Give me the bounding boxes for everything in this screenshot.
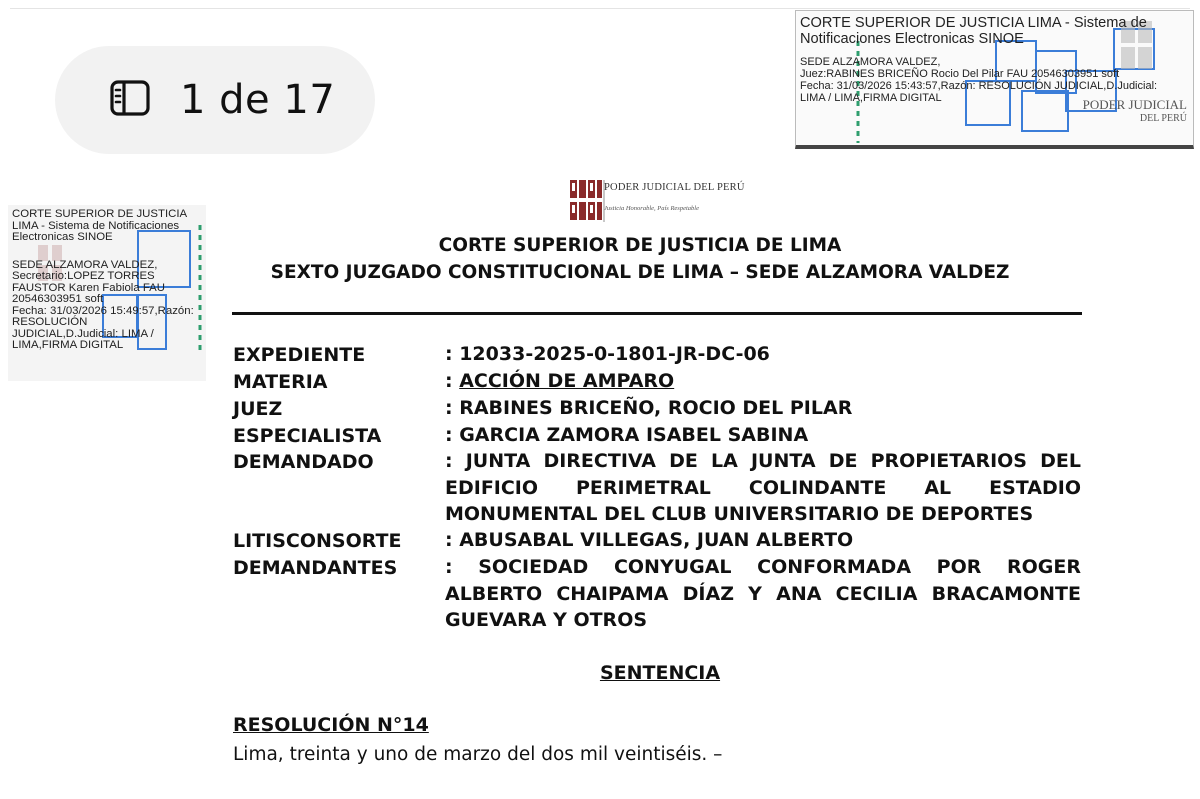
stamp-line: CORTE SUPERIOR DE JUSTICIA LIMA - Sistema de bbox=[800, 15, 1147, 31]
stamp-line: CORTE SUPERIOR DE JUSTICIA bbox=[12, 208, 188, 220]
materia-prefix: : bbox=[445, 370, 460, 392]
value-materia bbox=[445, 368, 1081, 395]
stamp-line: LIMA,FIRMA DIGITAL bbox=[12, 339, 124, 351]
stamp-line: Fecha: 31/03/2026 15:49:57,Razón: bbox=[12, 304, 194, 317]
seal-text-2: DEL PERÚ bbox=[1139, 113, 1187, 124]
court-title: CORTE SUPERIOR DE JUSTICIA DE LIMA bbox=[438, 235, 842, 256]
resolucion-heading: RESOLUCIÓN N°14 bbox=[233, 714, 429, 736]
value-juez: : RABINES BRICEÑO, ROCIO DEL PILAR bbox=[445, 397, 853, 419]
org-motto: Justicia Honorable, País Respetable bbox=[604, 205, 699, 212]
resolution-date-line: Lima, treinta y uno de marzo del dos mil veintiséis. – bbox=[233, 744, 723, 765]
digital-signature-stamp-secretary bbox=[8, 205, 206, 381]
value-demandado: : JUNTA DIRECTIVA DE LA JUNTA DE PROPIETARIOS DEL EDIFICIO PERIMETRAL COLINDANTE AL ESTADIO MONUMENTAL DEL CLUB UNIVERSITARIO DE DEPORTES bbox=[445, 450, 1081, 525]
page-indicator-text: 1 de 17 bbox=[180, 77, 336, 123]
digital-signature-stamp-judge bbox=[795, 10, 1194, 149]
sidebar-pages-icon[interactable] bbox=[110, 80, 150, 116]
sentencia-heading: SENTENCIA bbox=[599, 662, 721, 684]
label-especialista: ESPECIALISTA bbox=[233, 425, 382, 447]
stamp-line: RESOLUCIÓN bbox=[12, 316, 88, 328]
stamp-line: Electronicas SINOE bbox=[12, 231, 113, 243]
stamp-line: Secretario:LOPEZ TORRES bbox=[12, 270, 155, 282]
value-demandantes: : SOCIEDAD CONYUGAL CONFORMADA POR ROGER ALBERTO CHAIPAMA DÍAZ Y ANA CECILIA BRACAMONTE GUEVARA Y OTROS bbox=[445, 556, 1081, 631]
label-demandado: DEMANDADO bbox=[233, 451, 374, 473]
stamp-line: Notificaciones Electronicas SINOE bbox=[800, 31, 1024, 48]
stamp-line: FAUSTOR Karen Fabiola FAU bbox=[12, 281, 165, 294]
stamp-line: SEDE ALZAMORA VALDEZ, bbox=[800, 56, 941, 69]
label-materia: MATERIA bbox=[233, 371, 328, 393]
value-litisconsorte: : ABUSABAL VILLEGAS, JUAN ALBERTO bbox=[445, 529, 854, 551]
label-litisconsorte: LITISCONSORTE bbox=[233, 530, 402, 552]
header-divider bbox=[232, 312, 1082, 315]
stamp-line: Fecha: 31/03/2026 15:43:57,Razón: RESOLUCIÓN JUDICIAL,D.Judicial: bbox=[800, 80, 1158, 93]
org-name: PODER JUDICIAL DEL PERÚ bbox=[604, 182, 745, 193]
stamp-line: LIMA - Sistema de Notificaciones bbox=[12, 219, 180, 232]
stamp-line: LIMA / LIMA,FIRMA DIGITAL bbox=[800, 92, 942, 105]
value-expediente: : 12033-2025-0-1801-JR-DC-06 bbox=[445, 343, 770, 365]
stamp-line: JUDICIAL,D.Judicial: LIMA / bbox=[12, 327, 154, 340]
stamp-line: SEDE ALZAMORA VALDEZ, bbox=[12, 258, 158, 271]
label-expediente: EXPEDIENTE bbox=[233, 344, 366, 366]
stamp-line: 20546303951 soft bbox=[12, 293, 104, 305]
label-demandantes: DEMANDANTES bbox=[233, 557, 398, 579]
value-especialista: : GARCIA ZAMORA ISABEL SABINA bbox=[445, 424, 809, 446]
label-juez: JUEZ bbox=[233, 398, 283, 420]
office-title: SEXTO JUZGADO CONSTITUCIONAL DE LIMA – SEDE ALZAMORA VALDEZ bbox=[270, 262, 1010, 283]
stamp-line: Juez:RABINES BRICEÑO Rocio Del Pilar FAU 20546303951 soft bbox=[800, 68, 1120, 81]
materia-text: ACCIÓN DE AMPARO bbox=[459, 370, 675, 392]
seal-text-1: PODER JUDICIAL bbox=[1082, 97, 1187, 112]
